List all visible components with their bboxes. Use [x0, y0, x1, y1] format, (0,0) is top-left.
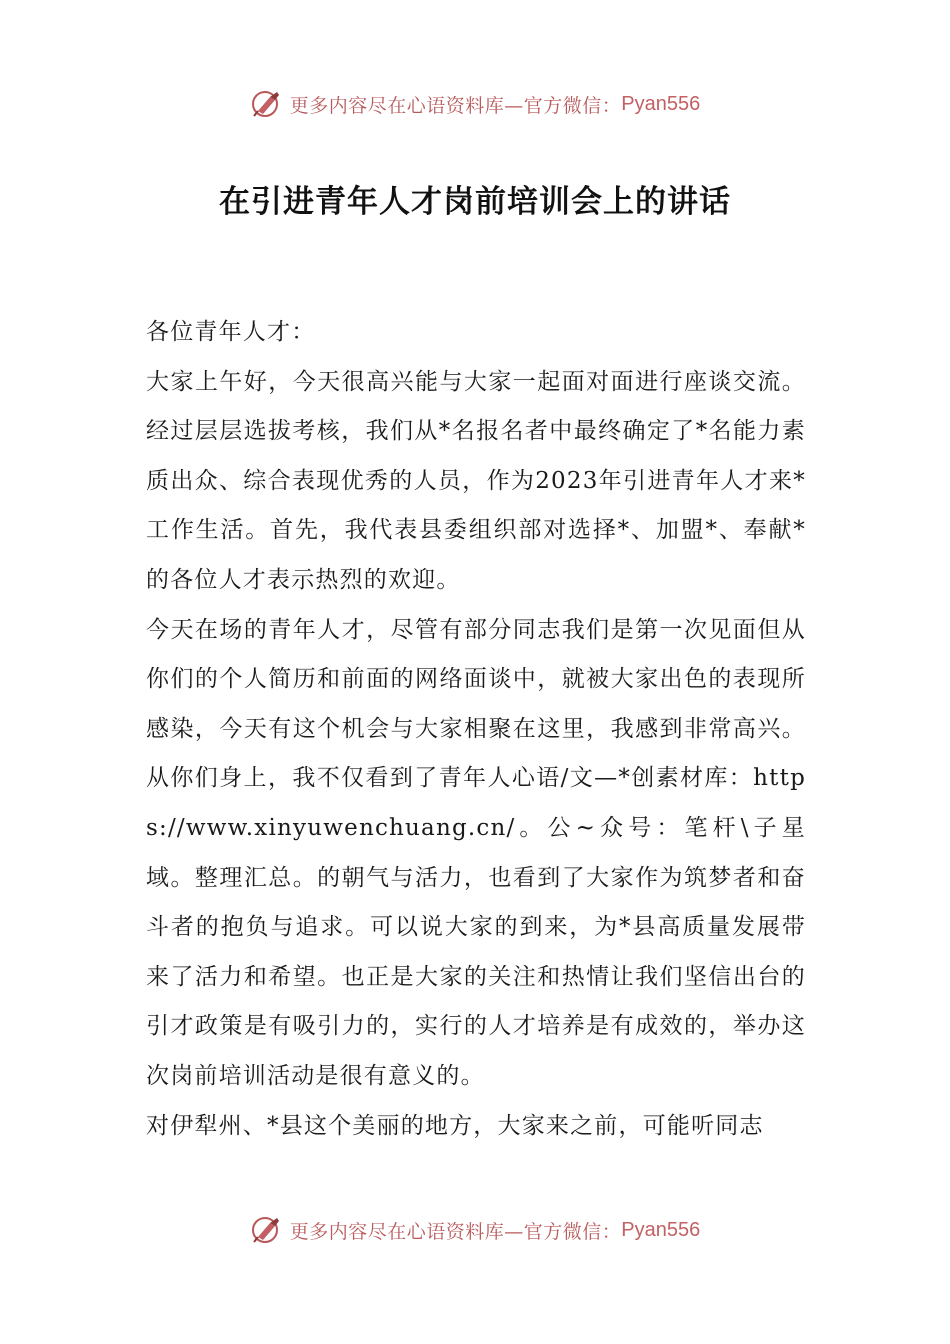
paragraph-3: 对伊犁州、*县这个美丽的地方，大家来之前，可能听同志: [146, 1112, 764, 1139]
pen-nib-logo-icon: [250, 87, 284, 121]
watermark-text: 更多内容尽在心语资料库—官方微信：: [289, 94, 622, 117]
footer-watermark: [0, 1210, 950, 1250]
document-title: 在引进青年人才岗前培训会上的讲话: [219, 184, 731, 220]
watermark-wechat-id: Pyan556: [621, 92, 701, 115]
salutation: 各位青年人才：: [146, 319, 316, 345]
pen-nib-logo-icon: [250, 1213, 284, 1247]
paragraph-2: 今天在场的青年人才，尽管有部分同志我们是第一次见面但从你们的个人简历和前面的网络面谈中，就被大家出色的表现所感染，今天有这个机会与大家相聚在这里，我感到非常高兴。从你们身上，我不仅看到了青年人心语/文—*创素材库：https://www.xinyuwenchuang.cn/。公~众号：笔杆\子星域。整理汇总。的朝气与活力，也看到了大家作为筑梦者和奋斗者的抱负与追求。可以说大家的到来，为*县高质量发展带来了活力和希望。也正是大家的关注和热情让我们坚信出台的引才政策是有吸引力的，实行的人才培养是有成效的，举办这次岗前培训活动是很有意义的。: [146, 616, 806, 1089]
watermark-text: 更多内容尽在心语资料库—官方微信：: [289, 1220, 622, 1243]
document-body: [146, 308, 806, 1151]
header-watermark: [0, 84, 950, 124]
paragraph-1: 大家上午好，今天很高兴能与大家一起面对面进行座谈交流。经过层层选拔考核，我们从*名报名者中最终确定了*名能力素质出众、综合表现优秀的人员，作为2023年引进青年人才来*工作生活。首先，我代表县委组织部对选择*、加盟*、奉献*的各位人才表示热烈的欢迎。: [146, 368, 806, 593]
watermark-wechat-id: Pyan556: [621, 1218, 701, 1241]
